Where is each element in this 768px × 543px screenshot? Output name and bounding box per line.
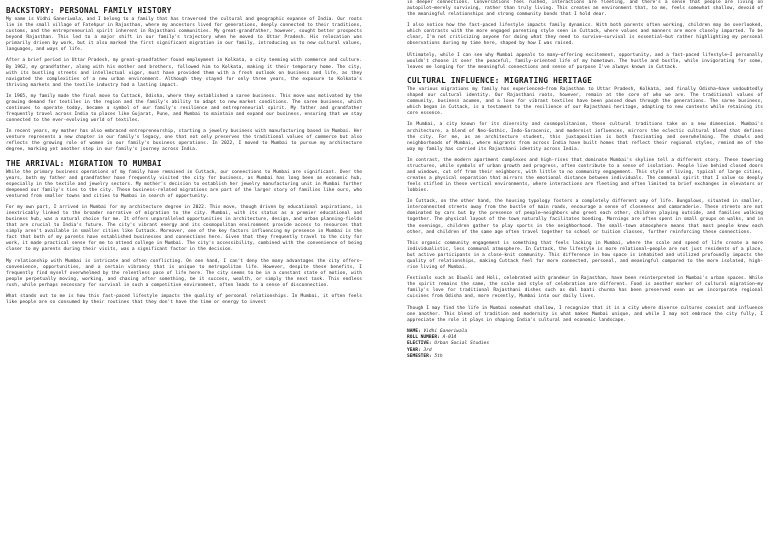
backstory-paragraph-1: My name is Vidhi Ganeriwala, and I belong to a family that has traversed the cultural and geographic expanse of India. Our roots lie in the small village of Fatehpur in Rajasthan, where my ancestors lived for generations, deeply connected to their traditions, customs, and the entrepreneurial spirit inherent in Rajasthani communities. My great-grandfather, however, sought better prospects beyond Rajasthan. This led to a major shift in our family's trajectory when he moved to Uttar Pradesh. His relocation was primarily driven by work, but it also marked the first significant migration in our family, introducing us to new cultural values, languages, and ways of life. [6,17,362,53]
signature-label: ELECTIVE: [407,341,432,347]
arrival-heading: THE ARRIVAL: MIGRATION TO MUMBAI [6,158,162,168]
backstory-paragraph-2: After a brief period in Uttar Pradesh, my great-grandfather found employment in Kolkata, a city teeming with commerce and culture. By 1962, my grandfather, along with his mother and brothers, followed him to Kolkata, making it their temporary home. The city, with its bustling streets and intellectual vigor, must have provided them with a fresh outlook on business and life, as they navigated the complexities of a new urban environment. Although they stayed for only three years, the exposure to Kolkata's thriving markets and the textile industry had a lasting impact. [6,58,362,88]
signature-value: A-014 [442,335,457,341]
backstory-paragraph-3: In 1965, my family made the final move to Cuttack, Odisha, where they established a saree business. This move was motivated by the growing demand for textiles in the region and the family's ability to adapt to new market conditions. The saree business, which continues to operate today, became a symbol of our family's resilience and entrepreneurial spirit. My father and grandfather frequently travel across India to places like Gujarat, Pune, and Mumbai to maintain and expand our business, ensuring that we stay connected to the ever-evolving world of textiles. [6,93,362,124]
heritage-paragraph-7: Though I may find the life in Mumbai somewhat shallow, I recognize that it is a city where diverse cultures coexist and influence one another. This blend of tradition and modernity is what makes Mumbai unique, and while I may not embrace the city fully, I appreciate the role it plays in shaping India's cultural and economic landscape. [407,305,763,323]
intro-paragraph-1: in deeper connections. Conversations feel rushed, interactions are fleeting, and there's a sense that people are living on autopilot—merely surviving, rather than truly living. This creates an environment that, to me, feels somewhat shallow, devoid of the meaningful relationships and strong community bonds that I hold dear. [407,0,763,18]
arrival-paragraph-1: While the primary business operations of my family have remained in Cuttack, our connections to Mumbai are significant. Over the years, both my father and grandfather have frequently visited the city for business, as Mumbai has long been an economic hub, especially in the textile and jewelry sectors. My mother's decision to establish her jewelry manufacturing unit in Mumbai further deepened our family's ties to the city. These business-related migrations are part of the larger story of families like ours, who ventured from smaller towns and cities to Mumbai in search of opportunity. [6,169,362,199]
heritage-paragraph-3: In contrast, the modern apartment complexes and high-rises that dominate Mumbai's skyline tell a different story. These towering structures, while symbols of urban growth and progress, often contribute to a sense of isolation. People live behind closed doors and windows, cut off from their neighbors, with little to no community engagement. This style of living, typical of large cities, creates a physical separation that mirrors the emotional distance between individuals. The communal spirit that I value so deeply feels stifled in these vertical environments, where interactions are fleeting and often limited to brief exchanges in elevators or lobbies. [407,157,763,194]
signature-label: SEMESTER: [407,353,432,359]
heritage-paragraph-1: The various migrations my family has experienced—from Rajasthan to Uttar Pradesh, Kolkata, and finally Odisha—have undoubtedly shaped our cultural identity. Our Rajasthani roots, however, remain at the core of who we are. The traditional values of community, business acumen, and a love for vibrant textiles have been passed down through the generations. The saree business, which began in Cuttack, is a testament to the resilience of our Rajasthani heritage, adapting to new contexts while retaining its core essence. [407,87,763,117]
backstory-heading: BACKSTORY: PERSONAL FAMILY HISTORY [6,6,172,15]
signature-value: 5th [434,353,443,359]
signature-label: NAME: [407,328,421,334]
signature-block [407,329,763,360]
heritage-paragraph-2: In Mumbai, a city known for its diversity and cosmopolitanism, these cultural traditions take on a new dimension. Mumbai's architecture, a blend of Neo-Gothic, Indo-Saracenic, and modernist influences, mirrors the eclectic cultural blend that defines the city. For me, as an architecture student, this juxtaposition is both fascinating and overwhelming. The chawls and neighborhoods of Mumbai, where migrants from across India have built homes that reflect their regional styles, remind me of the way my family has carried its Rajasthani identity across India. [407,122,763,152]
signature-value: 3rd [423,347,432,353]
signature-label: YEAR: [407,347,421,353]
signature-value: Vidhi Ganeriwala [423,328,468,334]
arrival-paragraph-4: What stands out to me is how this fast-paced lifestyle impacts the quality of personal relationships. In Mumbai, it often feels like people are so consumed by their routines that they don't have the time or energy to invest [6,294,362,306]
heritage-paragraph-6: Festivals such as Diwali and Holi, celebrated with grandeur in Rajasthan, have been reinterpreted in Mumbai's urban spaces. While the spirit remains the same, the scale and style of celebration are different. Food is another marker of cultural migration—my family's love for traditional Rajasthani dishes such as dal baati churma has been preserved even as we incorporate regional cuisines from Odisha and, more recently, Mumbai into our daily lives. [407,276,763,300]
backstory-paragraph-4: In recent years, my mother has also embraced entrepreneurship, starting a jewelry business with manufacturing based in Mumbai. Her venture represents a new chapter in our family's legacy, one that not only preserves the traditional values of commerce but also reflects the growing role of women in our family's business operations. In 2022, I moved to Mumbai to pursue my architecture degree, marking yet another step in our family's journey across India. [6,129,362,153]
signature-label: ROLL NUMBER: [407,335,440,341]
signature-semester [407,354,763,360]
intro-paragraph-3: Ultimately, while I can see why Mumbai appeals to many—offering excitement, opportunity, and a fast-paced lifestyle—I personally wouldn't choose it over the peaceful, family-oriented life of my hometown. The hustle and bustle, while invigorating for some, leaves me longing for the meaningful connections and sense of purpose I've always known in Cuttack. [407,52,763,70]
heritage-heading: CULTURAL INFLUENCE: MIGRATING HERITAGE [407,76,593,86]
signature-value: Urban Social Studies [434,341,490,347]
heritage-paragraph-5: This organic community engagement is something that feels lacking in Mumbai, where the scale and speed of life create a more individualistic, less communal atmosphere. In Cuttack, the lifestyle is more relational—people are not just residents of a place, but active participants in a close-knit community. This difference in how space is inhabited and utilized profoundly impacts the quality of relationships, making Cuttack feel far more connected, personal, and meaningful compared to the more isolated, high-rise living of Mumbai. [407,240,763,270]
intro-paragraph-2: I also notice how the fast-paced lifestyle impacts family dynamics. With both parents often working, children may be overlooked, which contrasts with the more engaged parenting style seen in Cuttack, where values and manners are more closely imparted. To be clear, I'm not criticizing anyone for doing what they need to survive—survival is essential—but rather highlighting my personal observations during my time here, shaped by how I was raised. [407,23,763,47]
arrival-paragraph-3: My relationship with Mumbai is intricate and often conflicting. On one hand, I can't deny the many advantages the city offers—convenience, opportunities, and a certain vibrancy that is unique to metropolitan life. However, despite these benefits, I frequently find myself overwhelmed by the relentless pace of life here. The city seems to be in a constant state of motion, with people perpetually moving, working, and chasing after something, be it success, wealth, or simply the next task. This endless rush, while perhaps necessary for survival in such a competitive environment, often leads to a sense of disconnection. [6,258,362,288]
arrival-paragraph-2: For my own part, I arrived in Mumbai for my architecture degree in 2022. This move, though driven by educational aspirations, is inextricably linked to the broader narrative of migration to the city. Mumbai, with its status as a premier educational and business hub, was a natural choice for me. It offers unparalleled opportunities in architecture, design, and urban planning-fields that are crucial to India's future. The city's vibrant energy and its cosmopolitan environment provide access to resources that simply aren't available in smaller cities like Cuttack. Moreover, one of the key factors influencing my presence in Mumbai is the fact that both of my parents have established businesses and connections here. Given that they frequently travel to the city for work, it made practical sense for me to attend college in Mumbai. The city's accessibility, combined with the convenience of being closer to my parents during their visits, was a significant factor in the decision. [6,205,362,253]
right-column [407,0,763,360]
heritage-paragraph-4: In Cuttack, on the other hand, the housing typology fosters a completely different way of life. Bungalows, situated in smaller, interconnected streets away from the bustle of main roads, encourage a sense of closeness and camaraderie. These streets are not dominated by cars but by the presence of people—neighbors who greet each other, children playing outside, and families walking together. The physical layout of the town naturally facilitates bonding. Mornings are often spent in small groups on walks, and in the evenings, children gather to play sports in the neighborhood. The small-town atmosphere means that most people know each other, and children of the same age often travel together to school or tuition classes, further reinforcing these connections. [407,199,763,235]
left-column [6,6,362,311]
